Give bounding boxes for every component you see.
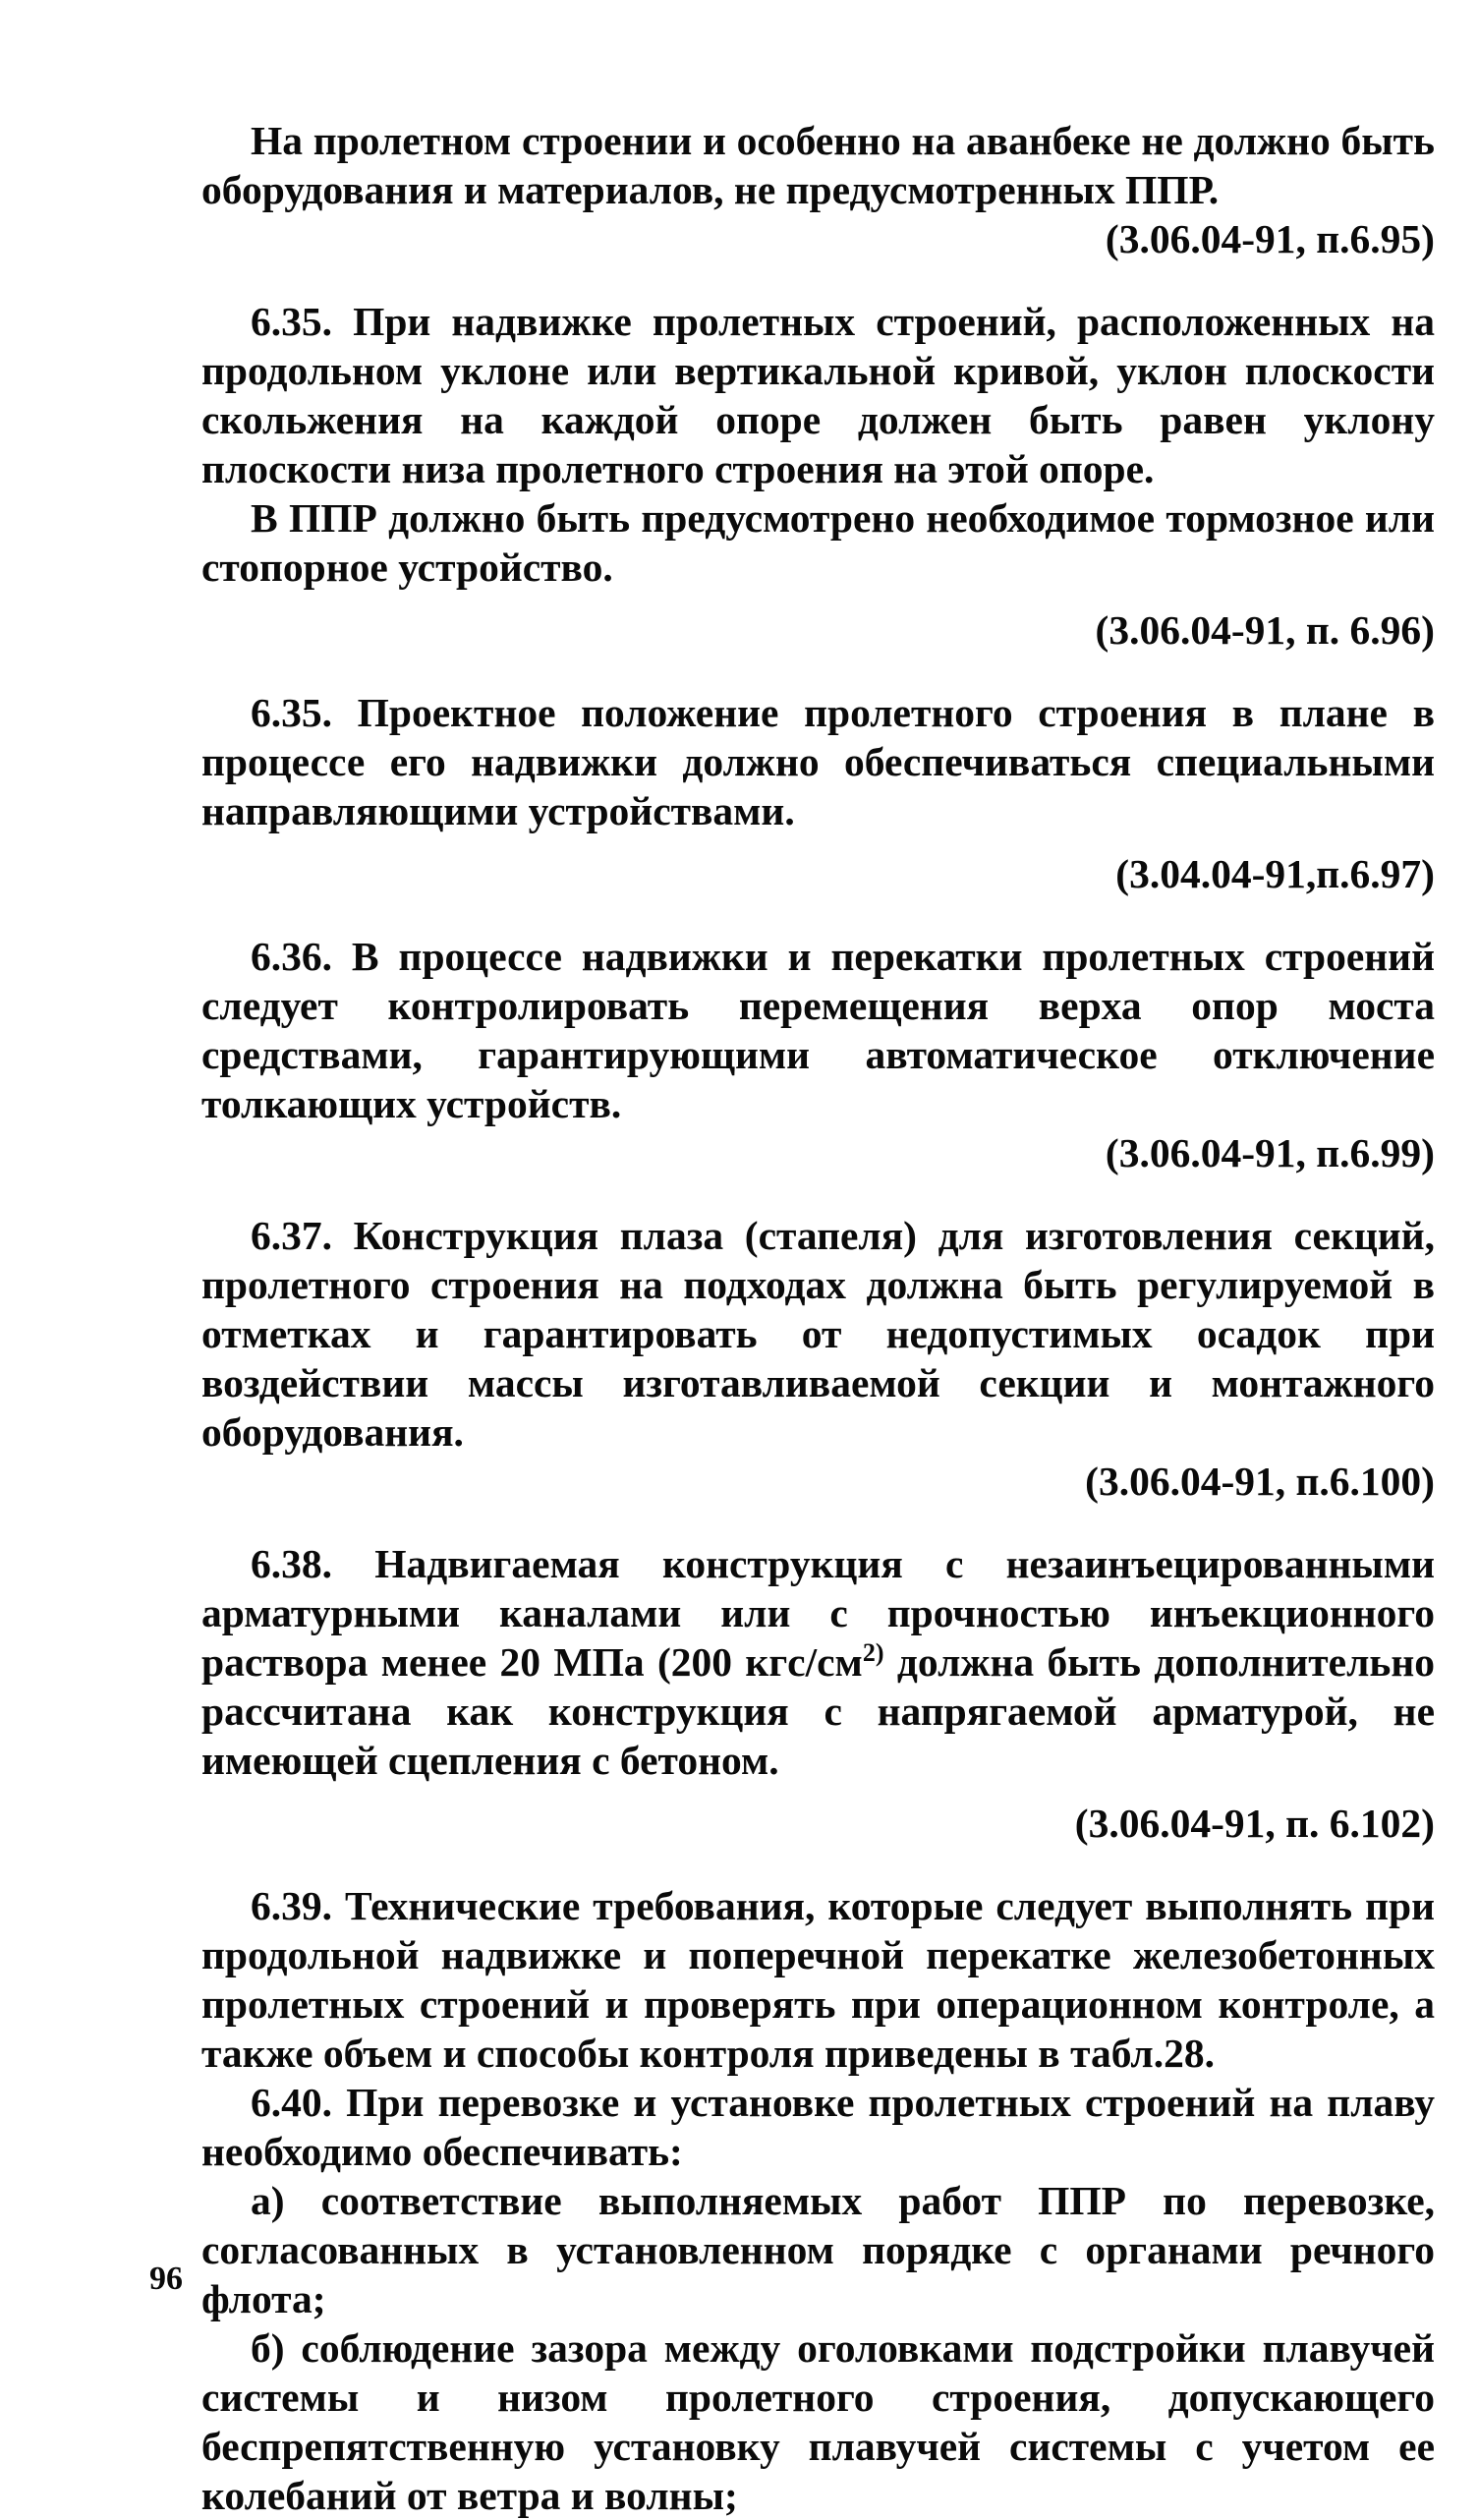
reference-6-96: (3.06.04-91, п. 6.96) — [1095, 607, 1435, 653]
paragraph-6-36: 6.36. В процессе надвижки и перекатки пролетных строений следует контролировать перемещения верха опор моста средствами, гарантирующими автоматическое отключение толкающих устройств. — [201, 934, 1435, 1126]
spacer — [201, 1506, 1435, 1539]
paragraph-6-38-text-before: 6.38. Надвигаемая конструкция с незаинъецированными арматурными каналами или с прочностью инъекционного раствора менее 20 МПа (200 кгс/см — [201, 1541, 1435, 1685]
spacer — [201, 898, 1435, 932]
document-page — [201, 116, 1435, 2520]
list-item-b: б) соблюдение зазора между оголовками подстройки плавучей системы и низом пролетного строения, допускающего беспрепятственную установку плавучей системы с учетом ее колебаний от ветра и волны; — [201, 2325, 1435, 2518]
paragraph-6-35-brake: В ППР должно быть предусмотрено необходимое тормозное или стопорное устройство. — [201, 495, 1435, 590]
page-number: 96 — [149, 2261, 183, 2297]
paragraph-6-40: 6.40. При перевозке и установке пролетных строений на плаву необходимо обеспечивать: — [201, 2080, 1435, 2174]
spacer — [201, 1848, 1435, 1881]
spacer — [201, 1177, 1435, 1211]
paragraph-intro: На пролетном строении и особенно на аванбеке не должно быть оборудования и материалов, не предусмотренных ППР. — [201, 118, 1435, 212]
list-item-a: а) соответствие выполняемых работ ППР по перевозке, согласованных в установленном порядке с органами речного флота; — [201, 2178, 1435, 2321]
paragraph-6-38-text-after: должна быть дополнительно рассчитана как конструкция с напрягаемой арматурой, не имеющей сцепления с бетоном. — [201, 1639, 1435, 1783]
reference-6-102: (3.06.04-91, п. 6.102) — [1074, 1801, 1435, 1846]
paragraph-6-35-position: 6.35. Проектное положение пролетного строения в плане в процессе его надвижки должно обеспечиваться специальными направляющими устройствами. — [201, 690, 1435, 833]
paragraph-6-37: 6.37. Конструкция плаза (стапеля) для изготовления секций, пролетного строения на подходах должна быть регулируемой в отметках и гарантировать от недопустимых осадок при воздействии массы изготавливаемой секции и монтажного оборудования. — [201, 1213, 1435, 1455]
spacer — [201, 655, 1435, 688]
reference-6-95: (3.06.04-91, п.6.95) — [1105, 216, 1435, 261]
reference-6-100: (3.06.04-91, п.6.100) — [1085, 1459, 1435, 1504]
reference-6-97: (3.04.04-91,п.6.97) — [1115, 851, 1435, 896]
paragraph-6-35-slope: 6.35. При надвижке пролетных строений, расположенных на продольном уклоне или вертикальной кривой, уклон плоскости скольжения на каждой опоре должен быть равен уклону плоскости низа пролетного строения на этой опоре. — [201, 299, 1435, 491]
paragraph-6-38 — [201, 1539, 1435, 1785]
spacer — [201, 263, 1435, 297]
superscript-2: 2) — [862, 1638, 884, 1668]
reference-6-99: (3.06.04-91, п.6.99) — [1105, 1130, 1435, 1175]
paragraph-6-39: 6.39. Технические требования, которые следует выполнять при продольной надвижке и поперечной перекатке железобетонных пролетных строений и проверять при операционном контроле, а также объем и способы контроля приведены в табл.28. — [201, 1883, 1435, 2076]
